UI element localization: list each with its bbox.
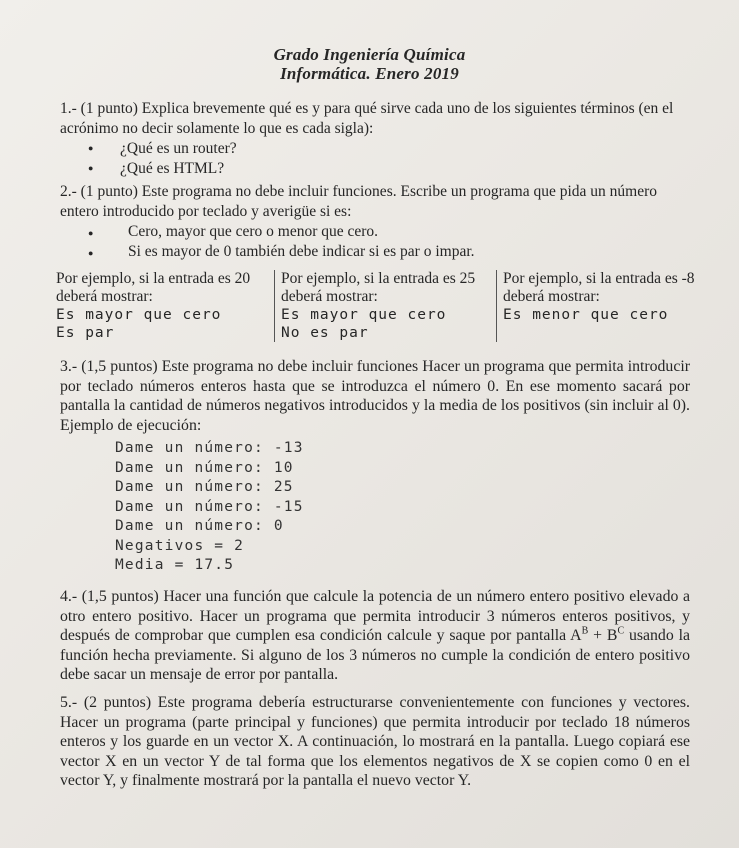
example-output: Es par	[56, 325, 115, 341]
question-4-text-after: usando la función hecha previamente. Si alguno de los 3 números no cumple la condición de entero positivo debe sacar un mensaje de error por pantalla.	[60, 627, 690, 683]
bullet-item: ● Cero, mayor que cero o menor que cero.	[60, 222, 690, 242]
example-intro: Por ejemplo, si la entrada es -8 deberá mostrar:	[503, 270, 695, 305]
code-line: Dame un número: -15	[115, 498, 304, 515]
code-line: Negativos = 2	[115, 537, 245, 554]
code-line: Dame un número: 0	[115, 518, 284, 534]
execution-example	[115, 439, 304, 576]
formula-exp-c: C	[617, 625, 625, 637]
example-output: Es mayor que cero	[56, 307, 222, 323]
code-line: Dame un número: 25	[115, 479, 294, 495]
formula-plus: +	[588, 627, 607, 644]
example-column	[496, 270, 699, 342]
example-column	[56, 270, 268, 342]
example-output: Es menor que cero	[503, 307, 669, 323]
example-intro: Por ejemplo, si la entrada es 25 deberá mostrar:	[281, 270, 476, 305]
course-title: Grado Ingeniería Química	[273, 45, 466, 64]
question-1	[60, 99, 690, 178]
example-output: Es mayor que cero	[281, 307, 447, 323]
question-2-bullets	[60, 222, 690, 261]
formula-base-b: B	[606, 627, 618, 644]
code-line: Media = 17.5	[115, 557, 235, 573]
question-2	[60, 182, 690, 261]
question-1-bullets	[60, 139, 690, 178]
bullet-item: ● Si es mayor de 0 también debe indicar si es par o impar.	[60, 242, 690, 262]
code-line: Dame un número: 10	[115, 459, 294, 476]
question-4	[60, 587, 690, 685]
exam-date: Informática. Enero 2019	[280, 64, 459, 83]
formula	[570, 627, 624, 644]
question-3-text: 3.- (1,5 puntos) Este programa no debe incluir funciones Hacer un programa que permita introducir por teclado números enteros hasta que se introduzca el número 0. En ese momento sacará por pantalla la cantidad de números negativos introducidos y la media de los positivos (sin incluir al 0). Ejemplo de ejecución:	[60, 358, 690, 434]
question-2-text: 2.- (1 punto) Este programa no debe incluir funciones. Escribe un programa que pida un número entero introducido por teclado y averigüe si es:	[60, 183, 657, 220]
example-output: No es par	[281, 325, 369, 341]
code-line: Dame un número: -13	[115, 440, 304, 456]
formula-base-a: A	[570, 627, 582, 644]
bullet-item: ● ¿Qué es un router?	[60, 139, 690, 159]
formula-exp-b: B	[581, 625, 589, 637]
question-5-text: 5.- (2 puntos) Este programa debería estructurarse convenientemente con funciones y vectores. Hacer un programa (parte principal y funciones) que permita introducir por teclado 18 números enteros y los guarde en un vector X. A continuación, lo mostrará en la pantalla. Luego copiará ese vector X en un vector Y de tal forma que los elementos negativos de X se copien como 0 en el vector Y, y finalmente mostrará por la pantalla el nuevo vector Y.	[60, 694, 690, 790]
example-intro: Por ejemplo, si la entrada es 20 deberá mostrar:	[56, 270, 251, 305]
question-4-text-before: 4.- (1,5 puntos) Hacer una función que calcule la potencia de un número entero positivo elevado a otro entero positivo. Hacer un programa que permita introducir 3 números enteros positivos, y después de comprobar que cumplen esa condición calcule y saque por pantalla	[60, 588, 690, 644]
examples-table	[56, 270, 696, 342]
question-1-text: 1.- (1 punto) Explica brevemente qué es y para qué sirve cada uno de los siguientes términos (en el acrónimo no decir solamente lo que es cada sigla):	[60, 100, 674, 137]
bullet-item: ● ¿Qué es HTML?	[60, 159, 690, 179]
example-column	[274, 270, 499, 342]
